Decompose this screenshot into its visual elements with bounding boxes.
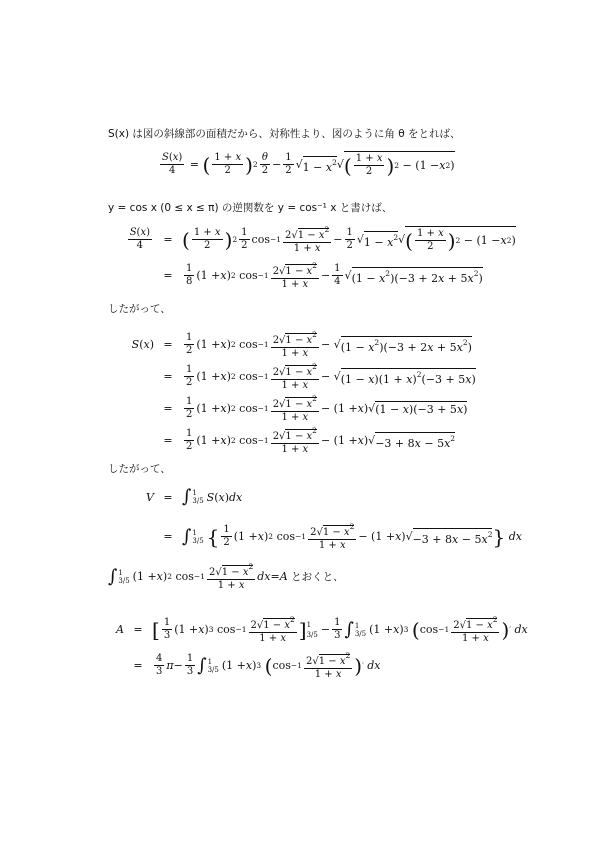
equation-volume-expanded: = ∫ 1 3/5 { $\frac{1}{2}$ (1 + x ) 2 cos −1 $\frac{2√1 - x^2}{1 + x}$ − (1 + x )√ $-3 + 8x - 5x^2$ } dx (163, 522, 522, 551)
text-line-area-definition: S(x) は図の斜線部の面積だから、対称性より、図のように角 θ をとれば、 (108, 128, 461, 140)
equation-3d: = $\frac{1}{2}$ (1 + x ) 2 cos −1 $\frac{2√1 - x^2}{1 + x}$ − (1 + x )√ $-3 + 8x - 5x^2$ (163, 426, 456, 455)
equation-a-parts: A = [ $\frac{1}{3}$ (1 + x ) 3 cos −1 $\frac{2√1 - x^2}{1 + x}$ ] 1 3/5 − $\frac{1}{3}$ ∫ 1 3/5 (1 + x ) 3 ( cos −1 $\frac{2√1 - x^2}{1 + x}$ ) ′ dx (116, 615, 528, 644)
equation-3b: = $\frac{1}{2}$ (1 + x ) 2 cos −1 $\frac{2√1 - x^2}{1 + x}$ − √ $(1 - x)(1 + x)^2(-3 + 5x)$ (163, 362, 476, 391)
equation-2a: $\frac{S(x)}{4}$ = ( $\frac{1 + x}{2}$ ) 2 $\frac{1}{2}$ cos −1 $\frac{2√1 - x^2}{1 + x}$ − $\frac{1}{2}$ √ $1 - x^2$ √ ( $\frac{1 + x}{2}$ ) 2 − (1 − x 2 ) (129, 225, 516, 254)
equation-volume: V = ∫ 1 3/5 S ( x ) dx (146, 486, 243, 507)
text-and-set: とおくと、 (291, 571, 344, 583)
text-line-therefore-1: したがって、 (108, 303, 171, 315)
equation-2b: = $\frac{1}{8}$ (1 + x ) 2 cos −1 $\frac{2√1 - x^2}{1 + x}$ − $\frac{1}{4}$ √ $(1 - x^2)(-3 + 2x + 5x^2)$ (163, 261, 483, 290)
equation-3c: = $\frac{1}{2}$ (1 + x ) 2 cos −1 $\frac{2√1 - x^2}{1 + x}$ − (1 + x )√ (1 − x)(−3 + 5x) (163, 394, 468, 423)
equation-3a: S(x) = $\frac{1}{2}$ (1 + x ) 2 cos −1 $\frac{2√1 - x^2}{1 + x}$ − √ $(1 - x^2)(-3 + 2x + 5x^2)$ (131, 330, 472, 359)
equation-define-a: ∫ 1 3/5 (1 + x ) 2 cos −1 $\frac{2√1 - x^2}{1 + x}$ dx = A とおくと、 (108, 562, 344, 591)
fraction-s-over-4: $\frac{S(x)}{4}$ (162, 152, 183, 176)
text-line-therefore-2: したがって、 (108, 463, 171, 475)
equation-a-result: = $\frac{4}{3}$ π − $\frac{1}{3}$ ∫ 1 3/5 (1 + x ) 3 ( cos −1 $\frac{2√1 - x^2}{1 + x}$ ) ′ dx (133, 651, 381, 680)
text-line-inverse-cos: y = cos x (0 ≤ x ≤ π) の逆関数を y = cos⁻¹ x と書けば、 (108, 202, 393, 214)
equation-area-quarter: $\frac{S(x)}{4}$ = ( $\frac{1 + x}{2}$ ) 2 $\frac{\theta}{2}$ − $\frac{1}{2}$ √ $1 - x^2$ √ ( $\frac{1 + x}{2}$ ) 2 − (1 − x 2 ) (162, 152, 455, 178)
